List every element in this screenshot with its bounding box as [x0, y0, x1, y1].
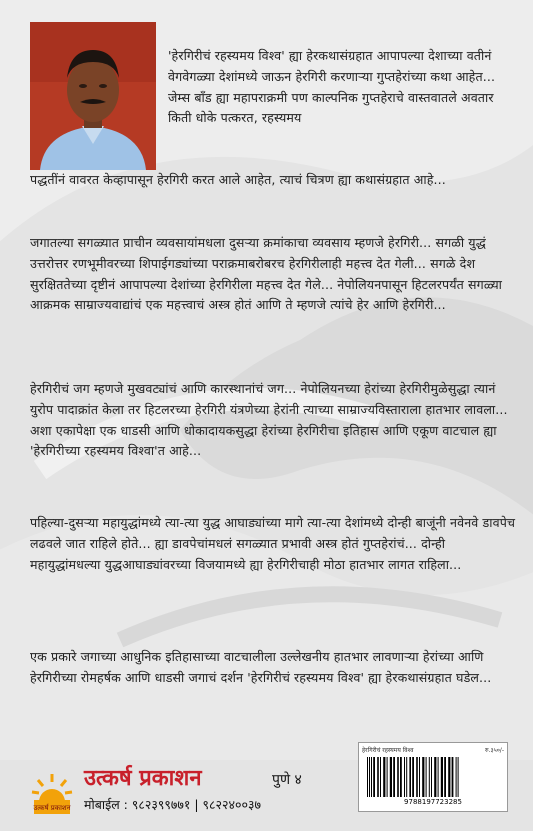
blurb-paragraph-1-bottom: पद्धतींनं वावरत केव्हापासून हेरगिरी करत आले आहेत, त्याचं चित्रण ह्या कथासंग्रहात आहे...	[30, 172, 446, 187]
barcode-bar	[377, 757, 379, 797]
logo-text: उत्कर्ष प्रकाशन	[33, 804, 71, 812]
barcode-bar	[429, 757, 430, 797]
barcode-bar	[412, 757, 414, 797]
barcode-bar	[369, 757, 370, 797]
blurb-paragraph-3: हेरगिरीचं जग म्हणजे मुखवट्यांचं आणि कारस्थानांचं जग... नेपोलियनच्या हेरांच्या हेरगिरीमुळेसुद्धा त्यानं युरोप पादाक्रांत केला तर हिटलरच्या हेरगिरी यंत्रणेच्या हेरांनी त्याच्या साम्राज्यविस्ताराला हातभार लावला... अशा एकापेक्षा एक धाडसी आणि धोकादायकसुद्धा हेरांच्या हेरगिरीचा इतिहास आणि एकूण वाटचाल ह्या 'हेरगिरीच्या रहस्यमय विश्वा'त आहे...	[30, 381, 508, 459]
barcode-bar	[448, 757, 450, 797]
barcode-bar	[380, 757, 381, 797]
barcode-label	[358, 742, 508, 812]
publisher-city: पुणे ४	[272, 772, 302, 788]
blurb-paragraph-4: पहिल्या-दुसऱ्या महायुद्धांमध्ये त्या-त्या युद्ध आघाड्यांच्या मागे त्या-त्या देशांमध्ये दोन्ही बाजूंनी नवेनवे डावपेच लढवले जात राहिले होते... ह्या डावपेचांमधलं सगळ्यात प्रभावी अस्त्र होतं गुप्तहेरांचं... दोन्ही महायुद्धांमधल्या युद्धआघाड्यांवरच्या विजयामध्ये ह्या हेरगिरीचाही मोठा हातभार लागत राहिला...	[30, 515, 516, 572]
blurb-paragraph-2: जगातल्या सगळ्यात प्राचीन व्यवसायांमधला दुसऱ्या क्रमांकाचा व्यवसाय म्हणजे हेरगिरी... सगळी युद्धं उत्तरोत्तर रणभूमीवरच्या शिपाईगड्यांच्या पराक्रमाबरोबरच हेरगिरीलाही महत्त्व देत गेली... सगळे देश सुरक्षिततेच्या दृष्टीनं आपापल्या देशांच्या हेरगिरीला महत्त्व देत गेले... नेपोलियनपासून हिटलरपर्यंत सगळ्या आक्रमक साम्राज्यवाद्यांचं एक महत्त्वाचं अस्त्र होतं आणि ते म्हणजे त्यांचे हेर आणि हेरगिरी...	[30, 235, 503, 313]
blurb-paragraph-1-top: 'हेरगिरीचं रहस्यमय विश्व' ह्या हेरकथासंग्रहात आपापल्या देशाच्या वतीनं वेगवेगळ्या देशांमध्ये जाऊन हेरगिरी करणाऱ्या गुप्तहेरांच्या कथा आहेत... जेम्स बाँड ह्या महापराक्रमी पण काल्पनिक गुप्तहेराचे वास्तवातले अवतार किती धोके पत्करत, रहस्यमय	[168, 48, 496, 126]
barcode-bar	[434, 757, 436, 797]
barcode-bar	[426, 757, 427, 797]
author-photo	[30, 22, 156, 170]
barcode-bar	[371, 757, 372, 797]
barcode-bar	[393, 757, 395, 797]
barcode-bar	[444, 757, 446, 797]
barcode-bar	[441, 757, 443, 797]
barcode-bar	[406, 757, 407, 797]
barcode-bar	[409, 757, 411, 797]
barcode-isbn: 9788197723285	[404, 798, 462, 806]
barcode-bar	[422, 757, 424, 797]
barcode-bar	[400, 757, 402, 797]
barcode-bar	[383, 757, 385, 797]
barcode-bar	[373, 757, 375, 797]
publisher-logo-icon	[30, 772, 74, 816]
barcode-bar	[397, 757, 399, 797]
barcode-bar	[387, 757, 388, 797]
publisher-footer	[0, 747, 533, 831]
barcode-bar	[438, 757, 439, 797]
barcode-bar	[456, 757, 457, 797]
barcode-bar	[390, 757, 392, 797]
barcode-bar	[404, 757, 405, 797]
barcode-book-title: हेरगिरीचं रहस्यमय विश्व	[362, 747, 414, 754]
publisher-name: उत्कर्ष प्रकाशन	[84, 766, 202, 791]
barcode-bar	[458, 757, 459, 797]
barcode-bar	[452, 757, 454, 797]
barcode-bar	[416, 757, 418, 797]
blurb-paragraph-5: एक प्रकारे जगाच्या आधुनिक इतिहासाच्या वाटचालीला उल्लेखनीय हातभार लावणाऱ्या हेरांच्या आणि हेरगिरीच्या रोमहर्षक आणि धाडसी जगाचं दर्शन 'हेरगिरीचं रहस्यमय विश्व' ह्या हेरकथासंग्रहात घडेल...	[30, 649, 492, 685]
barcode-bar	[431, 757, 432, 797]
barcode-bar	[367, 757, 368, 797]
barcode-bar	[419, 757, 420, 797]
barcode-bars	[365, 757, 501, 797]
barcode-price: रु.३५०/-	[484, 747, 504, 754]
publisher-phone: मोबाईल : ९८२३९९७७१ | ९८२२४००३७	[84, 797, 262, 812]
